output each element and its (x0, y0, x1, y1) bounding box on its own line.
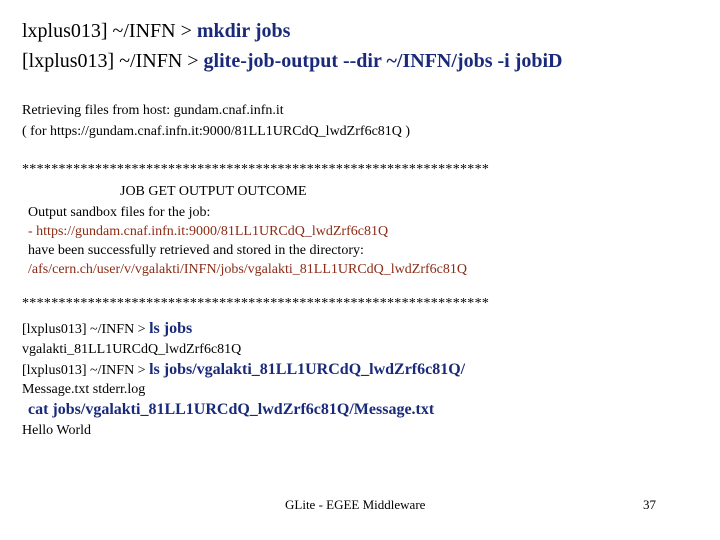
job-url: - https://gundam.cnaf.infn.it:9000/81LL1URCdQ_lwdZrf6c81Q (28, 224, 389, 239)
prompt-line-ls-jobs (22, 320, 192, 338)
prompt-line-mkdir (22, 20, 290, 43)
retrieved-text: have been successfully retrieved and stored in the directory: (28, 243, 364, 258)
prompt: lxplus013] ~/INFN > (22, 20, 197, 42)
separator-stars: **************************************************************** (22, 162, 490, 177)
outcome-title: JOB GET OUTPUT OUTCOME (120, 184, 307, 199)
separator-stars: **************************************************************** (22, 296, 490, 311)
page-number: 37 (643, 497, 656, 512)
command-cat: cat jobs/vgalakti_81LL1URCdQ_lwdZrf6c81Q/Message.txt (28, 401, 435, 418)
prompt-line-glite (22, 50, 562, 73)
for-url-text: ( for https://gundam.cnaf.infn.it:9000/81LL1URCdQ_lwdZrf6c81Q ) (22, 124, 411, 139)
ls-dir-output: Message.txt stderr.log (22, 382, 146, 397)
prompt: [lxplus013] ~/INFN > (22, 363, 150, 378)
retrieving-text: Retrieving files from host: gundam.cnaf.infn.it (22, 103, 284, 118)
output-dir-path: /afs/cern.ch/user/v/vgalakti/INFN/jobs/vgalakti_81LL1URCdQ_lwdZrf6c81Q (28, 262, 467, 277)
command-ls-dir: ls jobs/vgalakti_81LL1URCdQ_lwdZrf6c81Q/ (149, 361, 466, 378)
prompt: [lxplus013] ~/INFN > (22, 322, 150, 337)
cat-output: Hello World (22, 423, 91, 438)
ls-jobs-output: vgalakti_81LL1URCdQ_lwdZrf6c81Q (22, 342, 242, 357)
command-ls-jobs: ls jobs (149, 320, 193, 337)
prompt: [lxplus013] ~/INFN > (22, 50, 204, 72)
prompt-line-ls-dir (22, 361, 465, 379)
command-glite-job-output: glite-job-output --dir ~/INFN/jobs -i jobiD (203, 50, 563, 72)
sandbox-text: Output sandbox files for the job: (28, 205, 211, 220)
command-mkdir: mkdir jobs (196, 20, 291, 42)
footer-title: GLite - EGEE Middleware (285, 497, 426, 512)
